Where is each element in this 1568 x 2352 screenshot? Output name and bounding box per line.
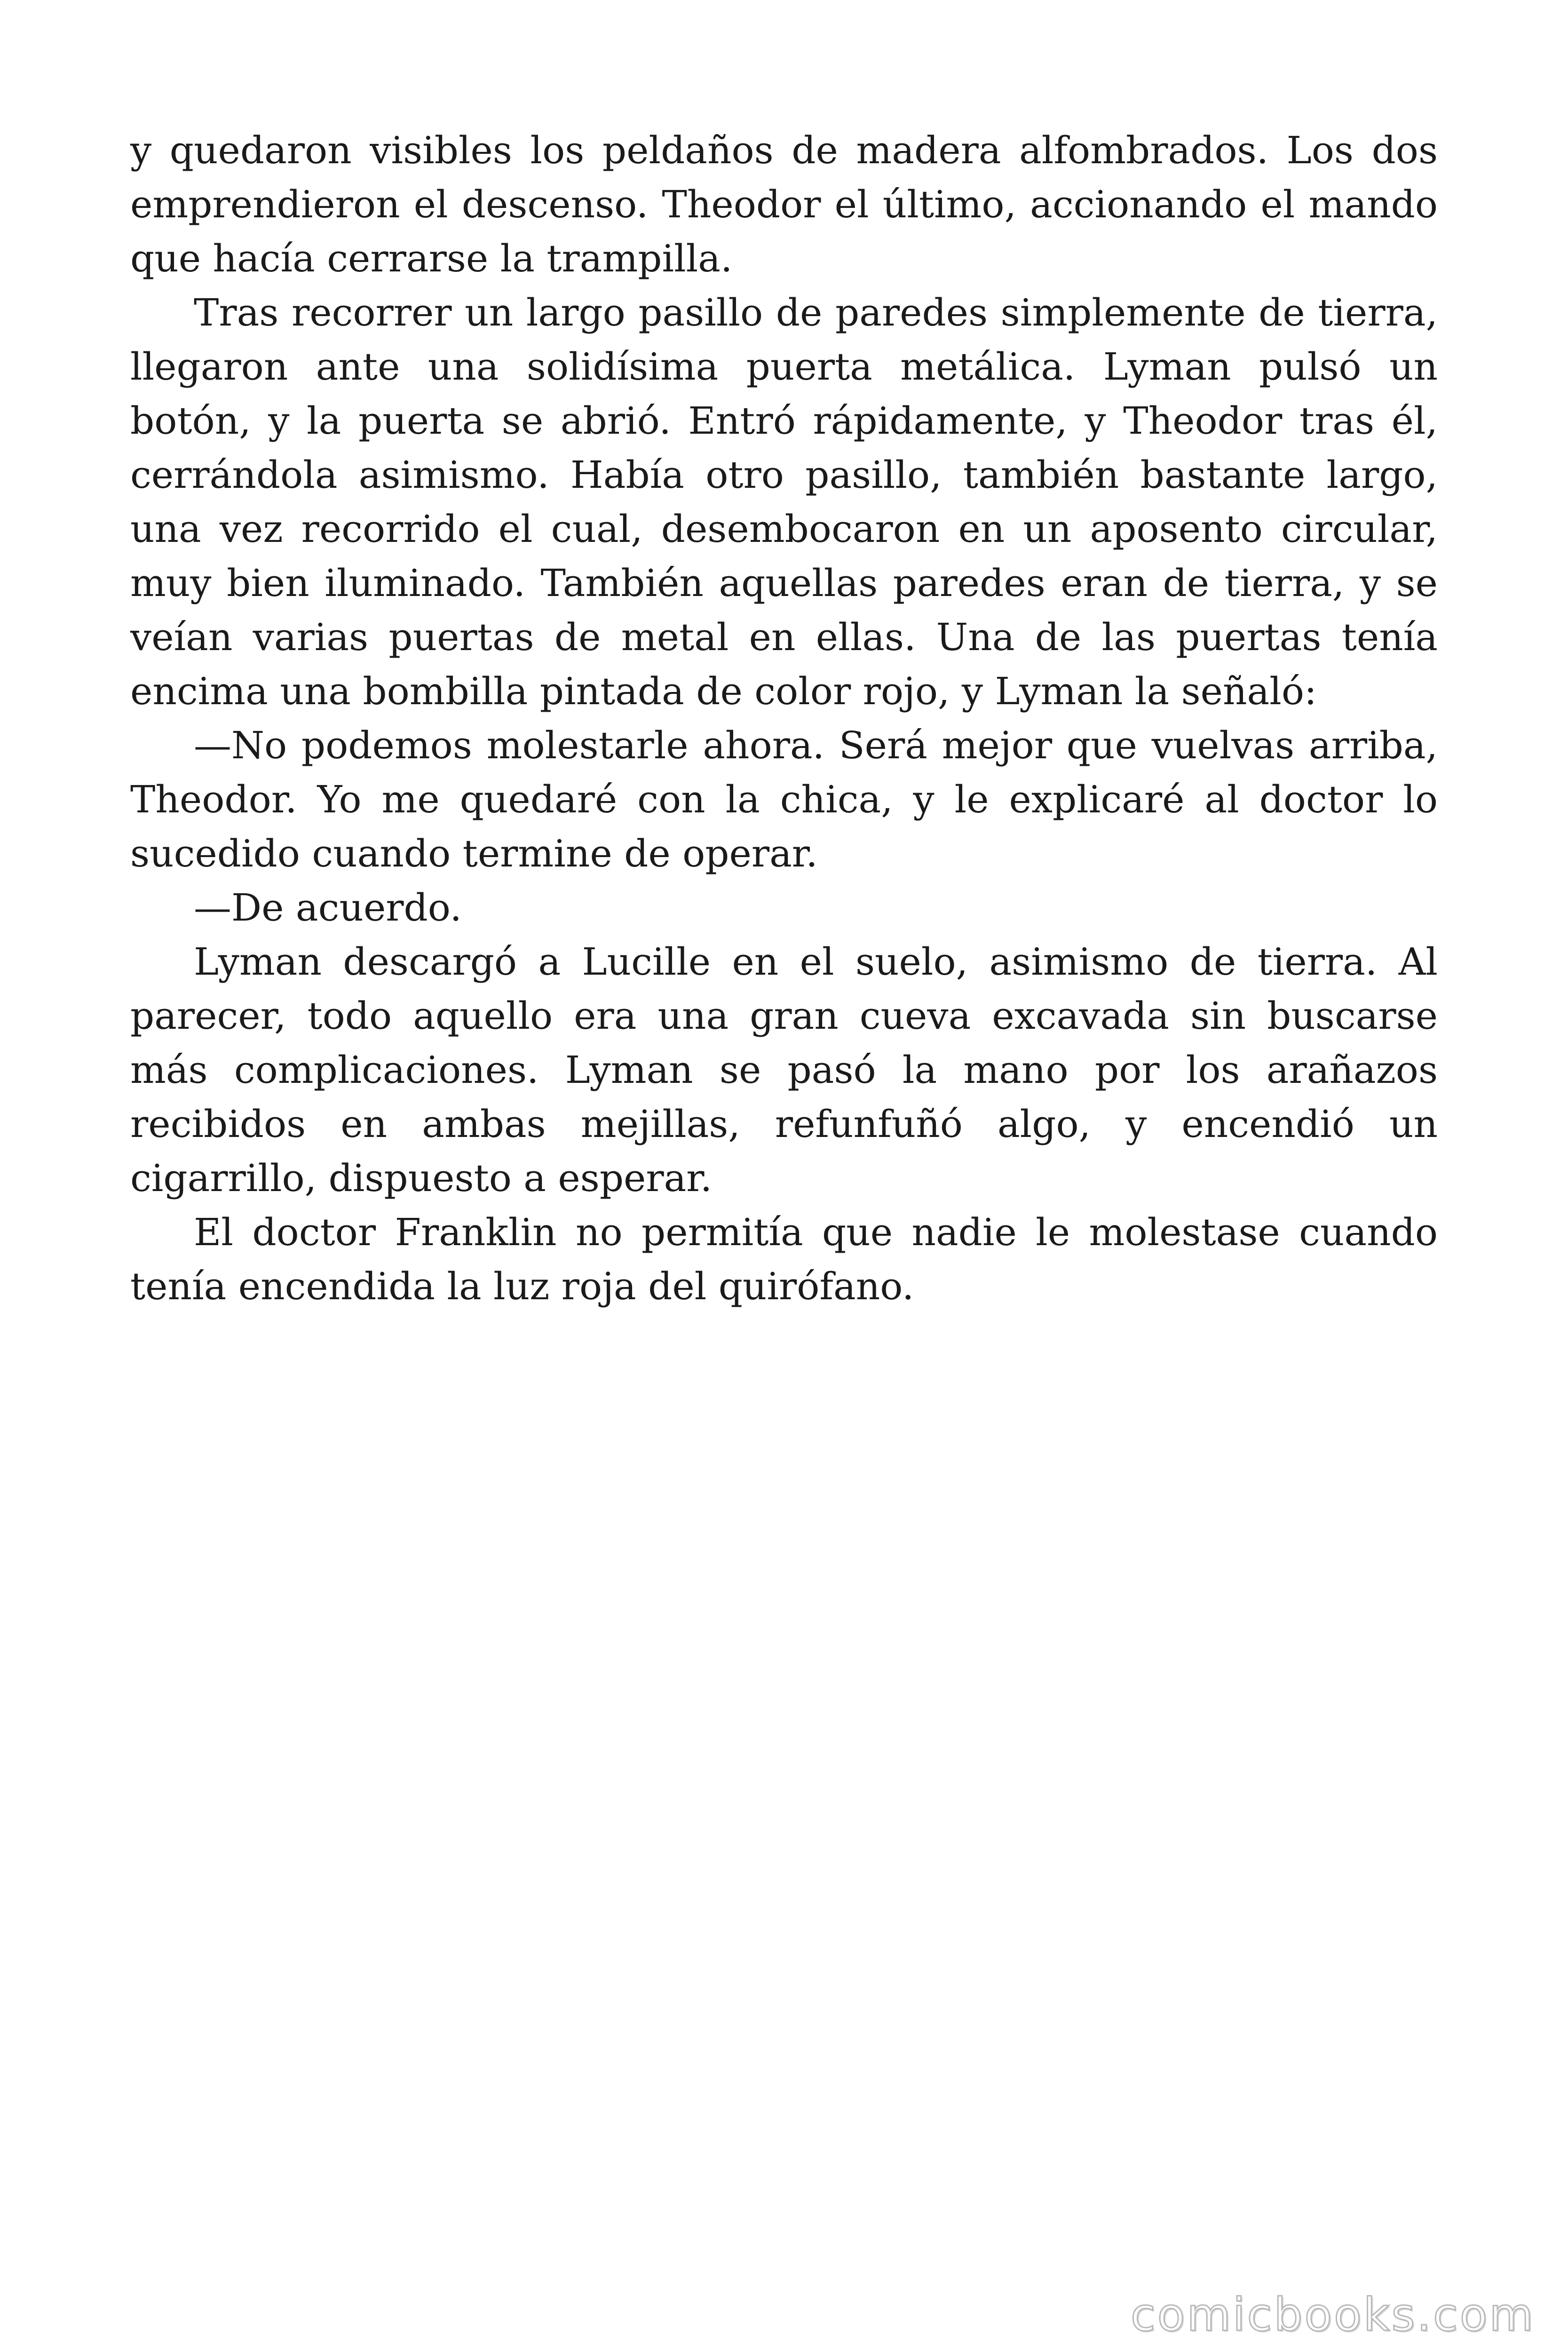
- body-text: [130, 123, 1438, 1313]
- paragraph-4: —De acuerdo.: [194, 886, 462, 930]
- paragraph-3: —No podemos molestarle ahora. Será mejor que vuelvas arriba, Theodor. Yo me quedaré con la chica, y le explicaré al doctor lo sucedido cuando termine de operar.: [130, 723, 1438, 875]
- paragraph-5: Lyman descargó a Lucille en el suelo, asimismo de tierra. Al parecer, todo aquello era una gran cueva excavada sin buscarse más complicaciones. Lyman se pasó la mano por los arañazos recibidos en ambas mejillas, refunfuñó algo, y encendió un cigarrillo, dispuesto a esperar.: [130, 940, 1438, 1200]
- paragraph-6: El doctor Franklin no permitía que nadie le molestase cuando tenía encendida la luz roja del quirófano.: [130, 1210, 1438, 1308]
- paragraph-1: y quedaron visibles los peldaños de madera alfombrados. Los dos emprendieron el descenso. Theodor el último, accionando el mando que hacía cerrarse la trampilla.: [130, 128, 1438, 280]
- watermark: comicbooks.com: [1130, 2288, 1535, 2341]
- paragraph-2: Tras recorrer un largo pasillo de paredes simplemente de tierra, llegaron ante una solidísima puerta metálica. Lyman pulsó un botón, y la puerta se abrió. Entró rápidamente, y Theodor tras él, cerrándola asimismo. Había otro pasillo, también bastante largo, una vez recorrido el cual, desembocaron en un aposento circular, muy bien iluminado. También aquellas paredes eran de tierra, y se veían varias puertas de metal en ellas. Una de las puertas tenía encima una bombilla pintada de color rojo, y Lyman la señaló:: [130, 291, 1438, 713]
